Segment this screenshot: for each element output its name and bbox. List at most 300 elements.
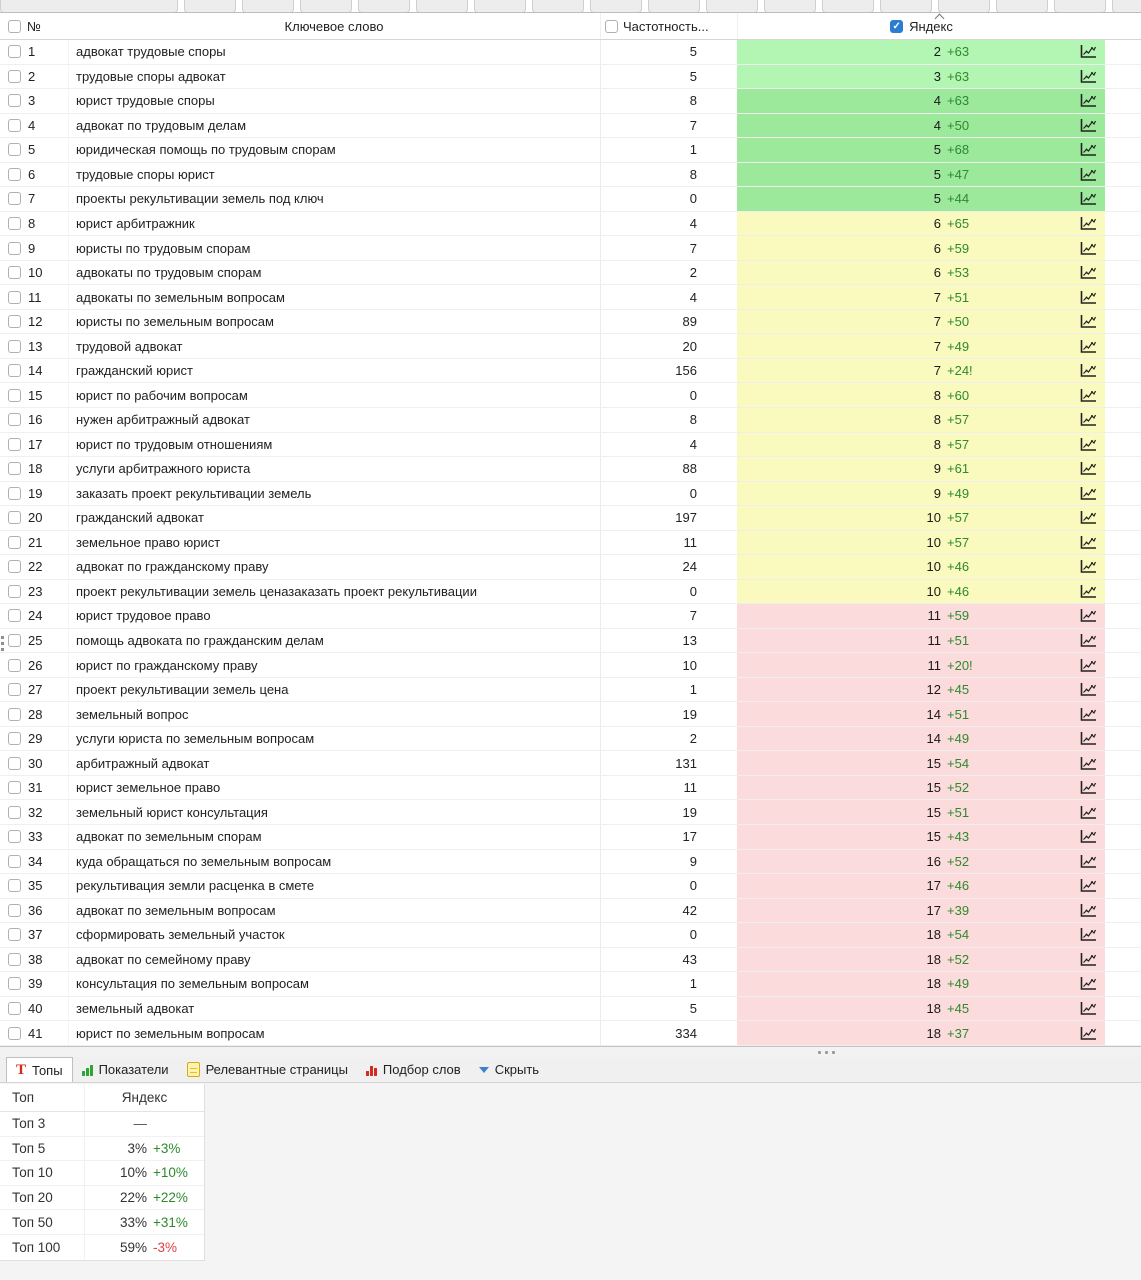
position-history-chart-button[interactable] xyxy=(1078,534,1097,550)
yandex-position-cell xyxy=(737,580,1105,604)
position-value: 18 xyxy=(926,1000,941,1016)
row-number: 12 xyxy=(28,314,43,330)
table-row[interactable] xyxy=(0,114,1141,139)
tops-table-body xyxy=(0,1112,204,1260)
position-history-chart-button[interactable] xyxy=(1078,265,1097,281)
position-value: 7 xyxy=(933,363,941,379)
table-row[interactable] xyxy=(0,555,1141,580)
yandex-position-cell xyxy=(737,604,1105,628)
position-history-chart-button[interactable] xyxy=(1078,755,1097,771)
header-frequency-cell[interactable] xyxy=(600,13,737,39)
table-row[interactable] xyxy=(0,40,1141,65)
select-all-checkbox[interactable] xyxy=(8,20,21,33)
row-number: 41 xyxy=(28,1025,43,1041)
row-spacer-cell xyxy=(1105,457,1141,481)
row-number: 1 xyxy=(28,44,36,60)
row-checkbox[interactable] xyxy=(8,585,21,598)
position-change: +20! xyxy=(947,657,973,673)
yandex-position-cell xyxy=(737,236,1105,260)
tops-row-change: +22% xyxy=(153,1190,188,1206)
position-history-chart-button[interactable] xyxy=(1078,1000,1097,1016)
line-chart-icon xyxy=(1079,976,1097,991)
tab-tops[interactable] xyxy=(6,1057,73,1082)
line-chart-icon xyxy=(1079,388,1097,403)
row-number: 17 xyxy=(28,436,43,452)
yandex-position-cell xyxy=(737,506,1105,530)
line-chart-icon xyxy=(1079,584,1097,599)
row-checkbox[interactable] xyxy=(8,192,21,205)
toolbar-button[interactable] xyxy=(880,0,932,13)
position-history-chart-button[interactable] xyxy=(1078,166,1097,182)
position-history-chart-button[interactable] xyxy=(1078,706,1097,722)
row-spacer-cell xyxy=(1105,899,1141,923)
frequency-cell: 5 xyxy=(600,40,737,64)
row-checkbox[interactable] xyxy=(8,855,21,868)
row-checkbox[interactable] xyxy=(8,168,21,181)
position-history-chart-button[interactable] xyxy=(1078,44,1097,60)
position-history-chart-button[interactable] xyxy=(1078,878,1097,894)
position-history-chart-button[interactable] xyxy=(1078,1025,1097,1041)
position-value: 3 xyxy=(933,68,941,84)
line-chart-icon xyxy=(1079,412,1097,427)
row-number: 30 xyxy=(28,755,43,771)
table-row[interactable] xyxy=(0,629,1141,654)
keyword-cell: помощь адвоката по гражданским делам xyxy=(68,629,600,653)
row-checkbox[interactable] xyxy=(8,291,21,304)
frequency-column-checkbox[interactable] xyxy=(605,20,618,33)
toolbar-button[interactable] xyxy=(938,0,990,13)
toolbar-button[interactable] xyxy=(706,0,758,13)
keyword-cell: адвокат по семейному праву xyxy=(68,948,600,972)
tab-word-selection[interactable] xyxy=(357,1057,470,1082)
frequency-cell: 13 xyxy=(600,629,737,653)
row-number: 14 xyxy=(28,363,43,379)
line-chart-icon xyxy=(1079,707,1097,722)
yandex-position-cell xyxy=(737,482,1105,506)
row-checkbox[interactable] xyxy=(8,45,21,58)
position-history-chart-button[interactable] xyxy=(1078,412,1097,428)
position-history-chart-button[interactable] xyxy=(1078,240,1097,256)
frequency-cell: 88 xyxy=(600,457,737,481)
position-change: +24! xyxy=(947,363,973,379)
keyword-cell: юридическая помощь по трудовым спорам xyxy=(68,138,600,162)
tops-panel xyxy=(0,1083,1141,1280)
line-chart-icon xyxy=(1079,191,1097,206)
table-row[interactable] xyxy=(0,359,1141,384)
position-value: 18 xyxy=(926,927,941,943)
metrics-bars-icon xyxy=(82,1064,93,1076)
keyword-cell: проекты рекультивации земель под ключ xyxy=(68,187,600,211)
row-checkbox[interactable] xyxy=(8,977,21,990)
position-history-chart-button[interactable] xyxy=(1078,853,1097,869)
table-row[interactable] xyxy=(0,89,1141,114)
position-value: 11 xyxy=(927,608,941,624)
frequency-cell: 24 xyxy=(600,555,737,579)
position-value: 14 xyxy=(926,731,941,747)
toolbar-button[interactable] xyxy=(764,0,816,13)
tops-row xyxy=(0,1235,204,1260)
table-row[interactable] xyxy=(0,825,1141,850)
line-chart-icon xyxy=(1079,535,1097,550)
line-chart-icon xyxy=(1079,461,1097,476)
tops-row xyxy=(0,1186,204,1211)
row-checkbox[interactable] xyxy=(8,487,21,500)
header-keyword-cell[interactable] xyxy=(68,13,600,39)
row-spacer-cell xyxy=(1105,948,1141,972)
row-checkbox[interactable] xyxy=(8,70,21,83)
position-history-chart-button[interactable] xyxy=(1078,608,1097,624)
line-chart-icon xyxy=(1079,290,1097,305)
toolbar-button[interactable] xyxy=(416,0,468,13)
row-number: 35 xyxy=(28,878,43,894)
position-value: 15 xyxy=(926,755,941,771)
table-row[interactable] xyxy=(0,482,1141,507)
position-change: +57 xyxy=(947,534,970,550)
toolbar-button[interactable] xyxy=(300,0,352,13)
row-spacer-cell xyxy=(1105,40,1141,64)
table-row[interactable] xyxy=(0,604,1141,629)
line-chart-icon xyxy=(1079,339,1097,354)
toolbar-button[interactable] xyxy=(0,0,178,13)
position-change: +49 xyxy=(947,976,970,992)
keyword-cell: земельный юрист консультация xyxy=(68,800,600,824)
table-row[interactable] xyxy=(0,261,1141,286)
table-row[interactable] xyxy=(0,408,1141,433)
keyword-cell: юрист трудовое право xyxy=(68,604,600,628)
table-row[interactable] xyxy=(0,310,1141,335)
yandex-position-cell xyxy=(737,653,1105,677)
row-number: 19 xyxy=(28,485,43,501)
row-number: 23 xyxy=(28,583,43,599)
table-row[interactable] xyxy=(0,580,1141,605)
row-checkbox[interactable] xyxy=(8,94,21,107)
position-history-chart-button[interactable] xyxy=(1078,731,1097,747)
line-chart-icon xyxy=(1079,437,1097,452)
row-checkbox[interactable] xyxy=(8,928,21,941)
yandex-position-cell xyxy=(737,138,1105,162)
row-checkbox[interactable] xyxy=(8,340,21,353)
panel-splitter[interactable] xyxy=(0,1046,1141,1057)
frequency-cell: 131 xyxy=(600,751,737,775)
row-checkbox[interactable] xyxy=(8,536,21,549)
row-checkbox[interactable] xyxy=(8,683,21,696)
row-checkbox[interactable] xyxy=(8,143,21,156)
row-spacer-cell xyxy=(1105,972,1141,996)
position-history-chart-button[interactable] xyxy=(1078,93,1097,109)
keyword-cell: земельный вопрос xyxy=(68,702,600,726)
table-row[interactable] xyxy=(0,899,1141,924)
position-change: +46 xyxy=(947,583,970,599)
frequency-cell: 20 xyxy=(600,334,737,358)
position-change: +45 xyxy=(947,1000,970,1016)
toolbar-button[interactable] xyxy=(184,0,236,13)
position-change: +61 xyxy=(947,461,970,477)
row-spacer-cell xyxy=(1105,776,1141,800)
left-splitter-handle[interactable] xyxy=(1,636,5,651)
tab-relevant-pages[interactable] xyxy=(178,1057,357,1082)
toolbar-button[interactable] xyxy=(1112,0,1141,13)
yandex-position-cell xyxy=(737,923,1105,947)
line-chart-icon xyxy=(1079,756,1097,771)
position-history-chart-button[interactable] xyxy=(1078,338,1097,354)
row-checkbox[interactable] xyxy=(8,732,21,745)
row-checkbox[interactable] xyxy=(8,1002,21,1015)
keyword-cell: адвокат по трудовым делам xyxy=(68,114,600,138)
row-number: 25 xyxy=(28,633,43,649)
row-number: 15 xyxy=(28,387,43,403)
table-row[interactable] xyxy=(0,874,1141,899)
position-value: 17 xyxy=(926,902,941,918)
position-value: 16 xyxy=(926,853,941,869)
row-checkbox[interactable] xyxy=(8,389,21,402)
table-row[interactable] xyxy=(0,236,1141,261)
table-row[interactable] xyxy=(0,850,1141,875)
row-checkbox[interactable] xyxy=(8,242,21,255)
table-row[interactable] xyxy=(0,65,1141,90)
row-checkbox[interactable] xyxy=(8,904,21,917)
toolbar-strip xyxy=(0,0,1141,13)
toolbar-button[interactable] xyxy=(358,0,410,13)
row-spacer-cell xyxy=(1105,408,1141,432)
toolbar-button[interactable] xyxy=(648,0,700,13)
frequency-cell: 4 xyxy=(600,433,737,457)
position-history-chart-button[interactable] xyxy=(1078,485,1097,501)
tops-row-value: — xyxy=(133,1116,147,1132)
toolbar-button[interactable] xyxy=(474,0,526,13)
row-spacer-cell xyxy=(1105,261,1141,285)
row-number: 40 xyxy=(28,1000,43,1016)
yandex-position-cell xyxy=(737,776,1105,800)
line-chart-icon xyxy=(1079,142,1097,157)
position-value: 10 xyxy=(926,534,941,550)
line-chart-icon xyxy=(1079,265,1097,280)
position-history-chart-button[interactable] xyxy=(1078,387,1097,403)
keyword-cell: юристы по земельным вопросам xyxy=(68,310,600,334)
position-history-chart-button[interactable] xyxy=(1078,215,1097,231)
toolbar-button[interactable] xyxy=(1054,0,1106,13)
row-spacer-cell xyxy=(1105,874,1141,898)
yandex-position-cell xyxy=(737,65,1105,89)
position-change: +49 xyxy=(947,485,970,501)
toolbar-button[interactable] xyxy=(822,0,874,13)
position-history-chart-button[interactable] xyxy=(1078,142,1097,158)
table-row[interactable] xyxy=(0,972,1141,997)
position-history-chart-button[interactable] xyxy=(1078,829,1097,845)
table-row[interactable] xyxy=(0,751,1141,776)
position-history-chart-button[interactable] xyxy=(1078,633,1097,649)
tab-hide-label: Скрыть xyxy=(494,1062,540,1077)
position-history-chart-button[interactable] xyxy=(1078,976,1097,992)
tops-table xyxy=(0,1084,205,1261)
position-history-chart-button[interactable] xyxy=(1078,289,1097,305)
row-checkbox[interactable] xyxy=(8,879,21,892)
keyword-cell: нужен арбитражный адвокат xyxy=(68,408,600,432)
table-row[interactable] xyxy=(0,997,1141,1022)
row-checkbox[interactable] xyxy=(8,1027,21,1040)
row-checkbox[interactable] xyxy=(8,659,21,672)
yandex-position-cell xyxy=(737,457,1105,481)
keyword-cell: юрист трудовые споры xyxy=(68,89,600,113)
table-row[interactable] xyxy=(0,187,1141,212)
row-checkbox[interactable] xyxy=(8,364,21,377)
line-chart-icon xyxy=(1079,1026,1097,1041)
position-change: +51 xyxy=(947,706,970,722)
position-history-chart-button[interactable] xyxy=(1078,951,1097,967)
tops-row xyxy=(0,1112,204,1137)
position-value: 17 xyxy=(926,878,941,894)
row-checkbox[interactable] xyxy=(8,119,21,132)
position-history-chart-button[interactable] xyxy=(1078,902,1097,918)
tab-tops-label: Топы xyxy=(32,1062,63,1078)
position-change: +39 xyxy=(947,902,970,918)
row-spacer-cell xyxy=(1105,65,1141,89)
position-history-chart-button[interactable] xyxy=(1078,314,1097,330)
keyword-cell: услуги арбитражного юриста xyxy=(68,457,600,481)
table-row[interactable] xyxy=(0,212,1141,237)
position-change: +63 xyxy=(947,93,970,109)
table-row[interactable] xyxy=(0,776,1141,801)
table-row[interactable] xyxy=(0,948,1141,973)
row-spacer-cell xyxy=(1105,506,1141,530)
row-checkbox[interactable] xyxy=(8,806,21,819)
position-change: +63 xyxy=(947,68,970,84)
line-chart-icon xyxy=(1079,658,1097,673)
row-checkbox[interactable] xyxy=(8,462,21,475)
position-history-chart-button[interactable] xyxy=(1078,68,1097,84)
line-chart-icon xyxy=(1079,829,1097,844)
table-row[interactable] xyxy=(0,702,1141,727)
table-row[interactable] xyxy=(0,334,1141,359)
row-checkbox[interactable] xyxy=(8,315,21,328)
position-history-chart-button[interactable] xyxy=(1078,191,1097,207)
table-row[interactable] xyxy=(0,163,1141,188)
yandex-position-cell xyxy=(737,1021,1105,1045)
keyword-cell: адвокаты по земельным вопросам xyxy=(68,285,600,309)
row-checkbox[interactable] xyxy=(8,757,21,770)
table-row[interactable] xyxy=(0,138,1141,163)
frequency-cell: 197 xyxy=(600,506,737,530)
position-history-chart-button[interactable] xyxy=(1078,780,1097,796)
tops-row-label: Топ 100 xyxy=(0,1235,85,1260)
toolbar-button[interactable] xyxy=(590,0,642,13)
row-checkbox[interactable] xyxy=(8,708,21,721)
position-value: 18 xyxy=(926,976,941,992)
row-number: 38 xyxy=(28,951,43,967)
position-history-chart-button[interactable] xyxy=(1078,559,1097,575)
position-history-chart-button[interactable] xyxy=(1078,682,1097,698)
row-checkbox[interactable] xyxy=(8,413,21,426)
keyword-cell: гражданский адвокат xyxy=(68,506,600,530)
table-row[interactable] xyxy=(0,923,1141,948)
table-row[interactable] xyxy=(0,383,1141,408)
table-row[interactable] xyxy=(0,457,1141,482)
position-history-chart-button[interactable] xyxy=(1078,510,1097,526)
frequency-cell: 156 xyxy=(600,359,737,383)
toolbar-button[interactable] xyxy=(532,0,584,13)
toolbar-button[interactable] xyxy=(996,0,1048,13)
yandex-position-cell xyxy=(737,531,1105,555)
table-row[interactable] xyxy=(0,1021,1141,1046)
row-checkbox[interactable] xyxy=(8,560,21,573)
position-history-chart-button[interactable] xyxy=(1078,657,1097,673)
row-spacer-cell xyxy=(1105,383,1141,407)
row-number: 18 xyxy=(28,461,43,477)
tops-row-change: +10% xyxy=(153,1165,188,1181)
position-change: +52 xyxy=(947,951,970,967)
table-row[interactable] xyxy=(0,506,1141,531)
line-chart-icon xyxy=(1079,44,1097,59)
tab-metrics[interactable] xyxy=(73,1057,178,1082)
table-row[interactable] xyxy=(0,800,1141,825)
keyword-cell: арбитражный адвокат xyxy=(68,751,600,775)
row-checkbox[interactable] xyxy=(8,634,21,647)
table-row[interactable] xyxy=(0,653,1141,678)
position-history-chart-button[interactable] xyxy=(1078,436,1097,452)
row-checkbox[interactable] xyxy=(8,830,21,843)
position-value: 12 xyxy=(926,682,941,698)
yandex-position-cell xyxy=(737,212,1105,236)
row-checkbox[interactable] xyxy=(8,609,21,622)
toolbar-button[interactable] xyxy=(242,0,294,13)
tab-metrics-label: Показатели xyxy=(98,1062,169,1077)
row-spacer-cell xyxy=(1105,163,1141,187)
tops-row-change: +31% xyxy=(153,1214,188,1230)
row-checkbox[interactable] xyxy=(8,511,21,524)
line-chart-icon xyxy=(1079,363,1097,378)
row-checkbox[interactable] xyxy=(8,217,21,230)
tops-row-value: 33% xyxy=(119,1214,147,1230)
frequency-cell: 334 xyxy=(600,1021,737,1045)
position-history-chart-button[interactable] xyxy=(1078,461,1097,477)
tops-row xyxy=(0,1210,204,1235)
table-row[interactable] xyxy=(0,531,1141,556)
yandex-position-cell xyxy=(737,310,1105,334)
yandex-column-checkbox[interactable]: ✓ xyxy=(890,20,903,33)
frequency-cell: 5 xyxy=(600,997,737,1021)
yandex-position-cell xyxy=(737,334,1105,358)
position-history-chart-button[interactable] xyxy=(1078,804,1097,820)
header-number-cell[interactable] xyxy=(0,13,68,39)
row-checkbox[interactable] xyxy=(8,781,21,794)
keyword-cell: адвокат по гражданскому праву xyxy=(68,555,600,579)
position-history-chart-button[interactable] xyxy=(1078,583,1097,599)
position-history-chart-button[interactable] xyxy=(1078,927,1097,943)
position-value: 6 xyxy=(933,265,941,281)
header-yandex-cell[interactable] xyxy=(737,13,1105,39)
tab-hide[interactable] xyxy=(470,1057,548,1082)
position-change: +37 xyxy=(947,1025,970,1041)
row-number: 13 xyxy=(28,338,43,354)
table-row[interactable] xyxy=(0,433,1141,458)
row-checkbox[interactable] xyxy=(8,953,21,966)
position-value: 15 xyxy=(926,829,941,845)
row-number: 2 xyxy=(28,68,36,84)
table-row[interactable] xyxy=(0,727,1141,752)
table-row[interactable] xyxy=(0,285,1141,310)
row-checkbox[interactable] xyxy=(8,438,21,451)
frequency-cell: 0 xyxy=(600,874,737,898)
row-checkbox[interactable] xyxy=(8,266,21,279)
position-history-chart-button[interactable] xyxy=(1078,117,1097,133)
table-row[interactable] xyxy=(0,678,1141,703)
keyword-cell: консультация по земельным вопросам xyxy=(68,972,600,996)
position-value: 10 xyxy=(926,559,941,575)
position-change: +49 xyxy=(947,731,970,747)
page-icon xyxy=(187,1062,200,1077)
row-spacer-cell xyxy=(1105,114,1141,138)
position-history-chart-button[interactable] xyxy=(1078,363,1097,379)
frequency-cell: 1 xyxy=(600,138,737,162)
